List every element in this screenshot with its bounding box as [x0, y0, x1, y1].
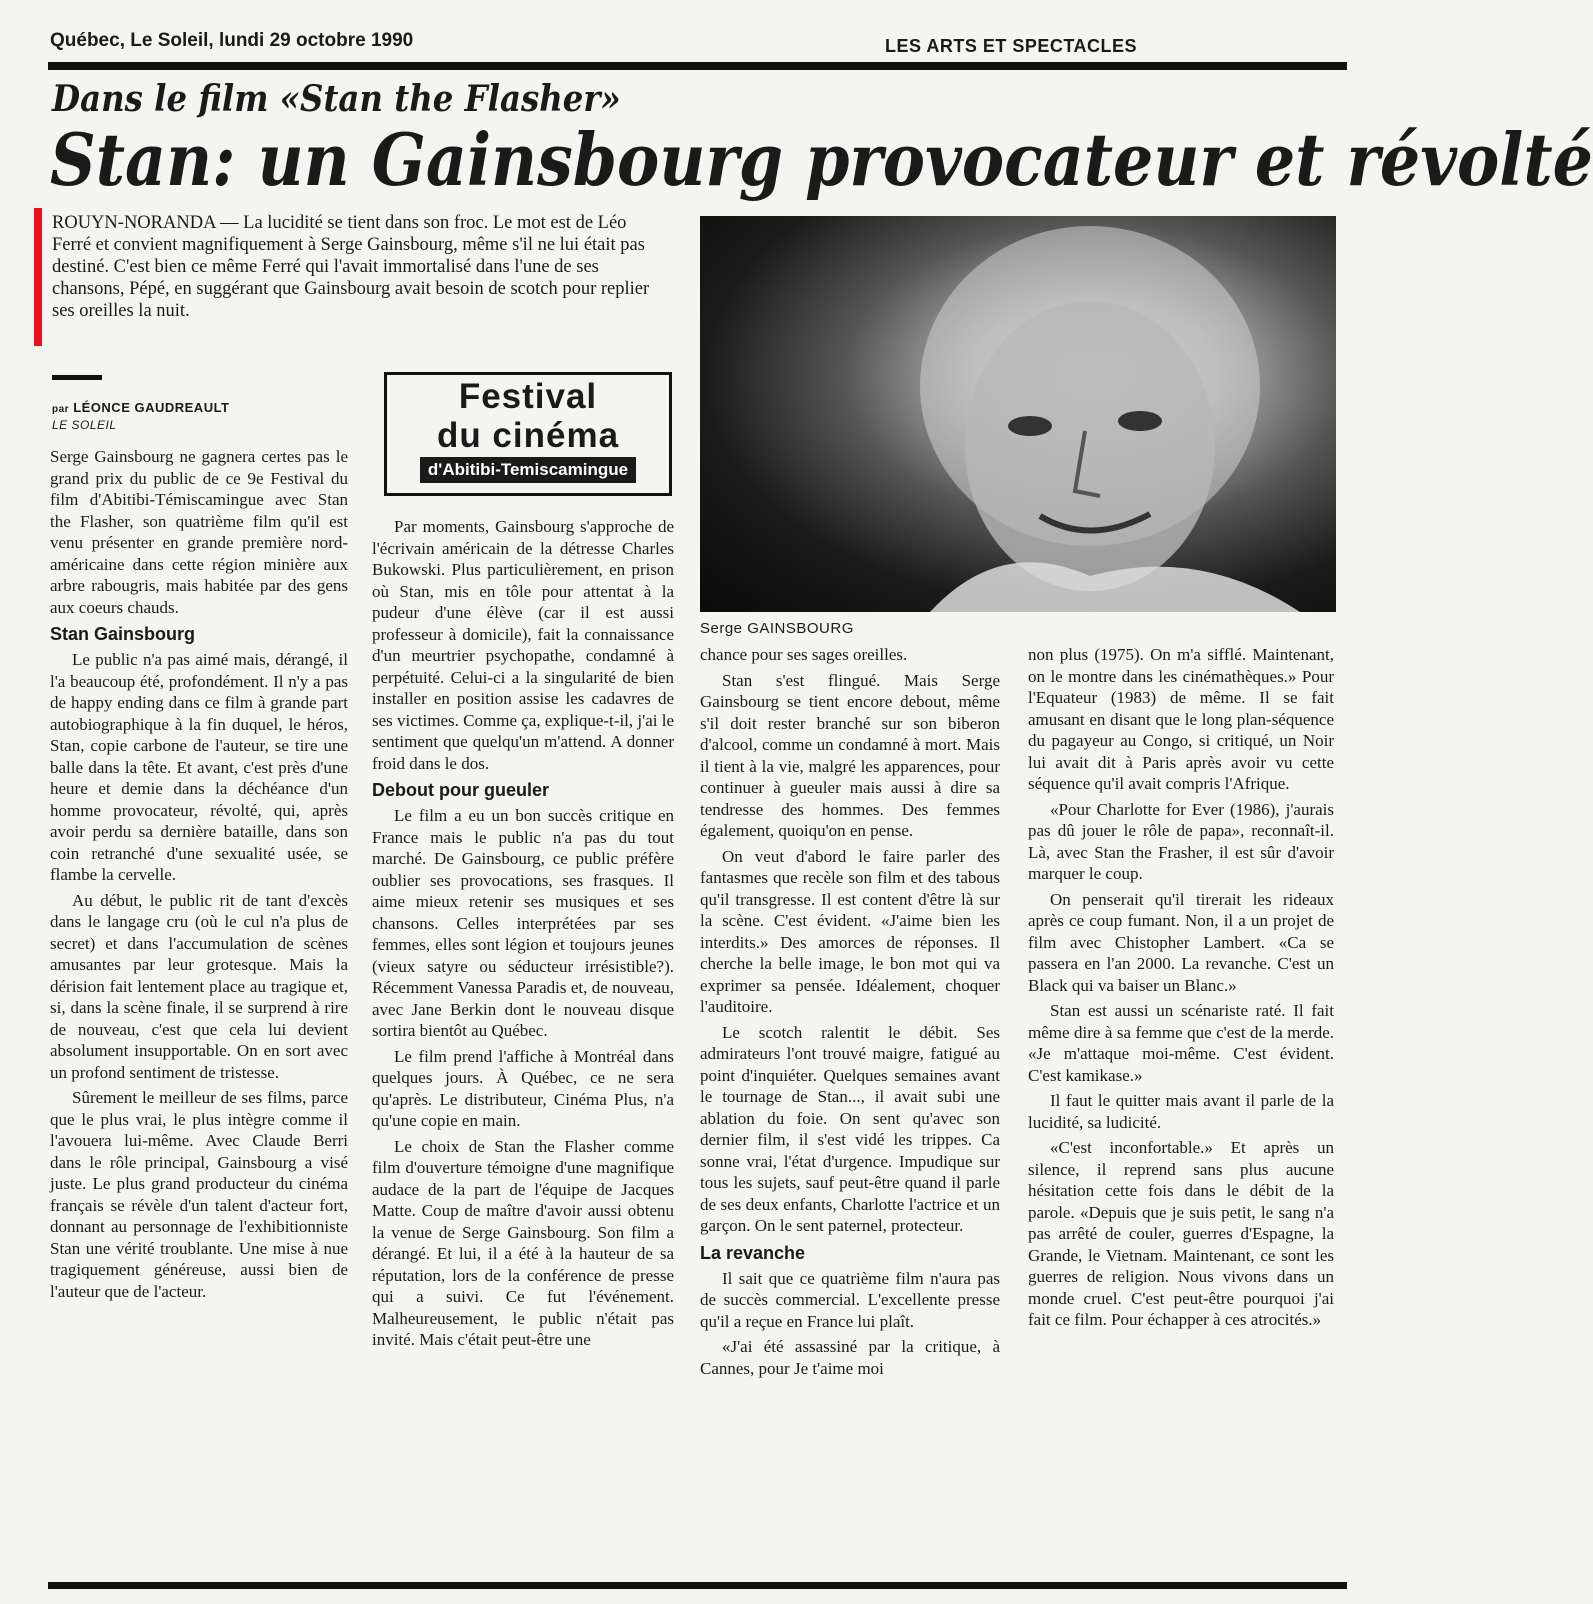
subhead-debout-pour-gueuler: Debout pour gueuler [372, 780, 549, 800]
festival-logo [384, 372, 672, 496]
byline-prefix: par [52, 404, 70, 415]
section-title: LES ARTS ET SPECTACLES [885, 36, 1138, 56]
festival-line-2: du cinéma [436, 416, 620, 455]
subhead-la-revanche: La revanche [700, 1242, 806, 1263]
col4-paragraph-5: Il faut le quitter mais avant il parle de la lucidité, sa ludicité. [1028, 1091, 1334, 1132]
column-2 [372, 516, 674, 1355]
col1-paragraph-3: Au début, le public rit de tant d'excès dans le langage cru (où le cul n'a plus de secret) et dans l'accumulation de scènes amusantes par leur grotesque. Mais la dérision fait lentement place au tragique et, si, dans la scène finale, il se surprend à rire de nouveau, c'est que cela lui devient absolument insupportable. On en sort avec un profond sentiment de tristesse. [50, 890, 348, 1082]
col4-paragraph-2: «Pour Charlotte for Ever (1986), j'aurais pas dû jouer le rôle de papa», reconnaît-il. Là, avec Stan the Frasher, il est sûr d'avoir marquer le coup. [1028, 799, 1334, 883]
dateline: Québec, Le Soleil, lundi 29 octobre 1990 [50, 30, 414, 51]
col4-paragraph-3: On penserait qu'il tirerait les rideaux après ce coup fumant. Non, il a un projet de film avec Chistopher Lambert. «Ca se passera en l'an 2000. La revanche. C'est un Black qui va baiser un Blanc.» [1028, 889, 1334, 995]
col4-paragraph-1: non plus (1975). On m'a sifflé. Maintenant, on le montre dans les cinémathèques.» Pour l'Equateur (1983) de même. Il se fait amusant en disant que le long plan-séquence du pagayeur au Congo, si critiqué, un Noir lui avait dit à Paris après avoir vu cette séquence qu'il avait compris l'Afrique. [1028, 645, 1334, 793]
portrait-photo [700, 216, 1336, 612]
col3-paragraph-1: chance pour ses sages oreilles. [700, 645, 908, 664]
col3-paragraph-3: On veut d'abord le faire parler des fantasmes que recèle son film et des tabous qu'il transgresse. Il est content d'être là sur la scène. C'est évident. «J'aime bien les interdits.» Des amorces de réponses. Il cherche la belle image, le bon mot qui va exprimer sa pensée. Idéalement, choquer l'auditoire. [700, 846, 1000, 1016]
byline-paper: LE SOLEIL [52, 418, 117, 432]
photo-caption: Serge GAINSBOURG [700, 620, 854, 637]
col2-paragraph-4: Le choix de Stan the Flasher comme film d'ouverture témoigne d'une magnifique audace de la part de l'équipe de Jacques Matte. Coup de maître d'avoir aussi obtenu la venue de Serge Gainsbourg. Son film a dérangé. Et lui, il a été à la hauteur de sa réputation, lors de la conférence de presse qui a suivi. Ce fut l'événement. Malheureusement, le public n'était pas invité. Mais c'était peut-être une [372, 1136, 674, 1349]
festival-line-3: d'Abitibi-Temiscamingue [420, 457, 636, 483]
col2-paragraph-3: Le film prend l'affiche à Montréal dans quelques jours. À Québec, ce ne sera qu'après. Le distributeur, Cinéma Plus, n'a qu'une copie en main. [372, 1046, 674, 1130]
col1-paragraph-4: Sûrement le meilleur de ses films, parce que le plus vrai, le plus intègre comme il l'avouera lui-même. Avec Claude Berri dans le rôle principal, Gainsbourg a visé juste. Le plus grand producteur du cinéma français se révèle d'un talent d'acteur fort, donnant au personnage de l'exhibitionniste Stan une vérité troublante. Une mise à nue tragiquement généreuse, aussi bien de l'auteur que de l'acteur. [50, 1088, 348, 1301]
subhead-stan-gainsbourg: Stan Gainsbourg [50, 624, 196, 644]
col2-paragraph-2: Le film a eu un bon succès critique en France mais le public n'a pas du tout marché. De Gainsbourg, ce public préfère oublier ses provocations, ses frasques. Il aime mieux retenir ses musiques et ses chansons. Celles interprétées par ses femmes, elles sont légion et toujours jeunes (vieux satyre ou séducteur irrésistible?). Récemment Vanessa Paradis et, de nouveau, avec Jane Berkin dont le nouveau disque sortira bientôt au Québec. [372, 806, 674, 1040]
article-lead: ROUYN-NORANDA — La lucidité se tient dans son froc. Le mot est de Léo Ferré et convient magnifiquement à Serge Gainsbourg, même s'il ne lui était pas destiné. C'est bien ce même Ferré qui l'avait immortalisé dans l'une de ses chansons, Pépé, en suggérant que Gainsbourg avait besoin de scotch pour replier ses oreilles la nuit. [52, 213, 650, 321]
column-3 [700, 644, 1000, 1383]
byline [52, 400, 230, 415]
col3-paragraph-6: «J'ai été assassiné par la critique, à Cannes, pour Je t'aime moi [700, 1337, 1000, 1378]
byline-name: LÉONCE GAUDREAULT [73, 400, 230, 415]
col1-paragraph-1: Serge Gainsbourg ne gagnera certes pas le grand prix du public de ce 9e Festival du film d'Abitibi-Témiscamingue avec Stan the Flasher, son quatrième film qu'il est venu présenter en grande première nord-américaine dans cette région minière aux arbre rabougris, mais habitée par des gens aux coeurs chauds. [50, 447, 348, 617]
bottom-rule [48, 1582, 1347, 1589]
byline-rule [52, 375, 102, 380]
highlight-marker [34, 208, 42, 346]
col4-paragraph-4: Stan est aussi un scénariste raté. Il fait même dire à sa femme que c'est de la merde. «Je m'attaque moi-même. C'est évident. C'est kamikase.» [1028, 1001, 1334, 1085]
article-kicker: Dans le film «Stan the Flasher» [52, 78, 621, 120]
festival-line-1: Festival [458, 377, 598, 416]
column-1 [50, 446, 348, 1306]
col2-paragraph-1: Par moments, Gainsbourg s'approche de l'écrivain américain de la détresse Charles Bukowski. Plus particulièrement, en prison où Stan, mis en tôle pour attentat à la pudeur d'une élève (car il est aussi professeur à domicile), fait la connaissance d'un meurtrier psychopathe, condamné à perpétuité. Celui-ci a la singularité de bien installer en position assise les cadavres de ses victimes. Comme ça, explique-t-il, j'ai le sentiment que quelqu'un m'attend. A donner froid dans le dos. [372, 517, 674, 773]
portrait-illustration [700, 216, 1336, 612]
col3-paragraph-5: Il sait que ce quatrième film n'aura pas de succès commercial. L'excellente presse qu'il a reçue en France lui plaît. [700, 1268, 1000, 1331]
column-4 [1028, 644, 1334, 1335]
top-rule [48, 62, 1347, 70]
col3-paragraph-4: Le scotch ralentit le débit. Ses admirateurs l'ont trouvé maigre, fatigué au point d'inquiéter. Quelques semaines avant le tournage de Stan..., il avait subi une ablation du foie. On sent qu'avec son dernier film, il s'est vidé les trippes. Ca sonne vrai, l'état d'urgence. Impudique sur tous les sujets, sauf peut-être quand il parle de ses deux enfants, Charlotte l'actrice et un garçon. On le sent paternel, protecteur. [700, 1022, 1000, 1235]
col1-paragraph-2: Le public n'a pas aimé mais, dérangé, il l'a beaucoup été, profondément. Il n'y a pas de happy ending dans ce film à grande part autobiographique à la fin duquel, le héros, Stan, copie carbone de l'auteur, se tire une balle dans la tête. Et avant, c'est près d'une heure et demie dans la déchéance d'un homme provocateur, révolté, qui, après avoir perdu sa dernière bataille, dans son coin retranché d'une sexualité usée, se flambe la cervelle. [50, 650, 348, 884]
col4-paragraph-6: «C'est inconfortable.» Et après un silence, il reprend sans plus aucune hésitation cette fois dans le débit de la parole. «Depuis que je suis petit, le sang n'a pas arrêté de couler, guerres d'Espagne, la Grande, le Vietnam. Maintenant, ce sont les guerres de religion. Nous vivons dans un monde cruel. C'est peut-être pourquoi j'ai fait ce film. Pour échapper à ces atrocités.» [1028, 1138, 1334, 1329]
article-headline: Stan: un Gainsbourg provocateur et révolté [50, 117, 1593, 202]
col3-paragraph-2: Stan s'est flingué. Mais Serge Gainsbourg se tient encore debout, même s'il doit rester branché sur son biberon d'alcool, comme un condamné à mort. Mais il tient à la vie, malgré les apparences, pour continuer à gueuler mais aussi à dire sa tendresse des hommes. Des femmes également, quoiqu'on en pense. [700, 670, 1000, 840]
